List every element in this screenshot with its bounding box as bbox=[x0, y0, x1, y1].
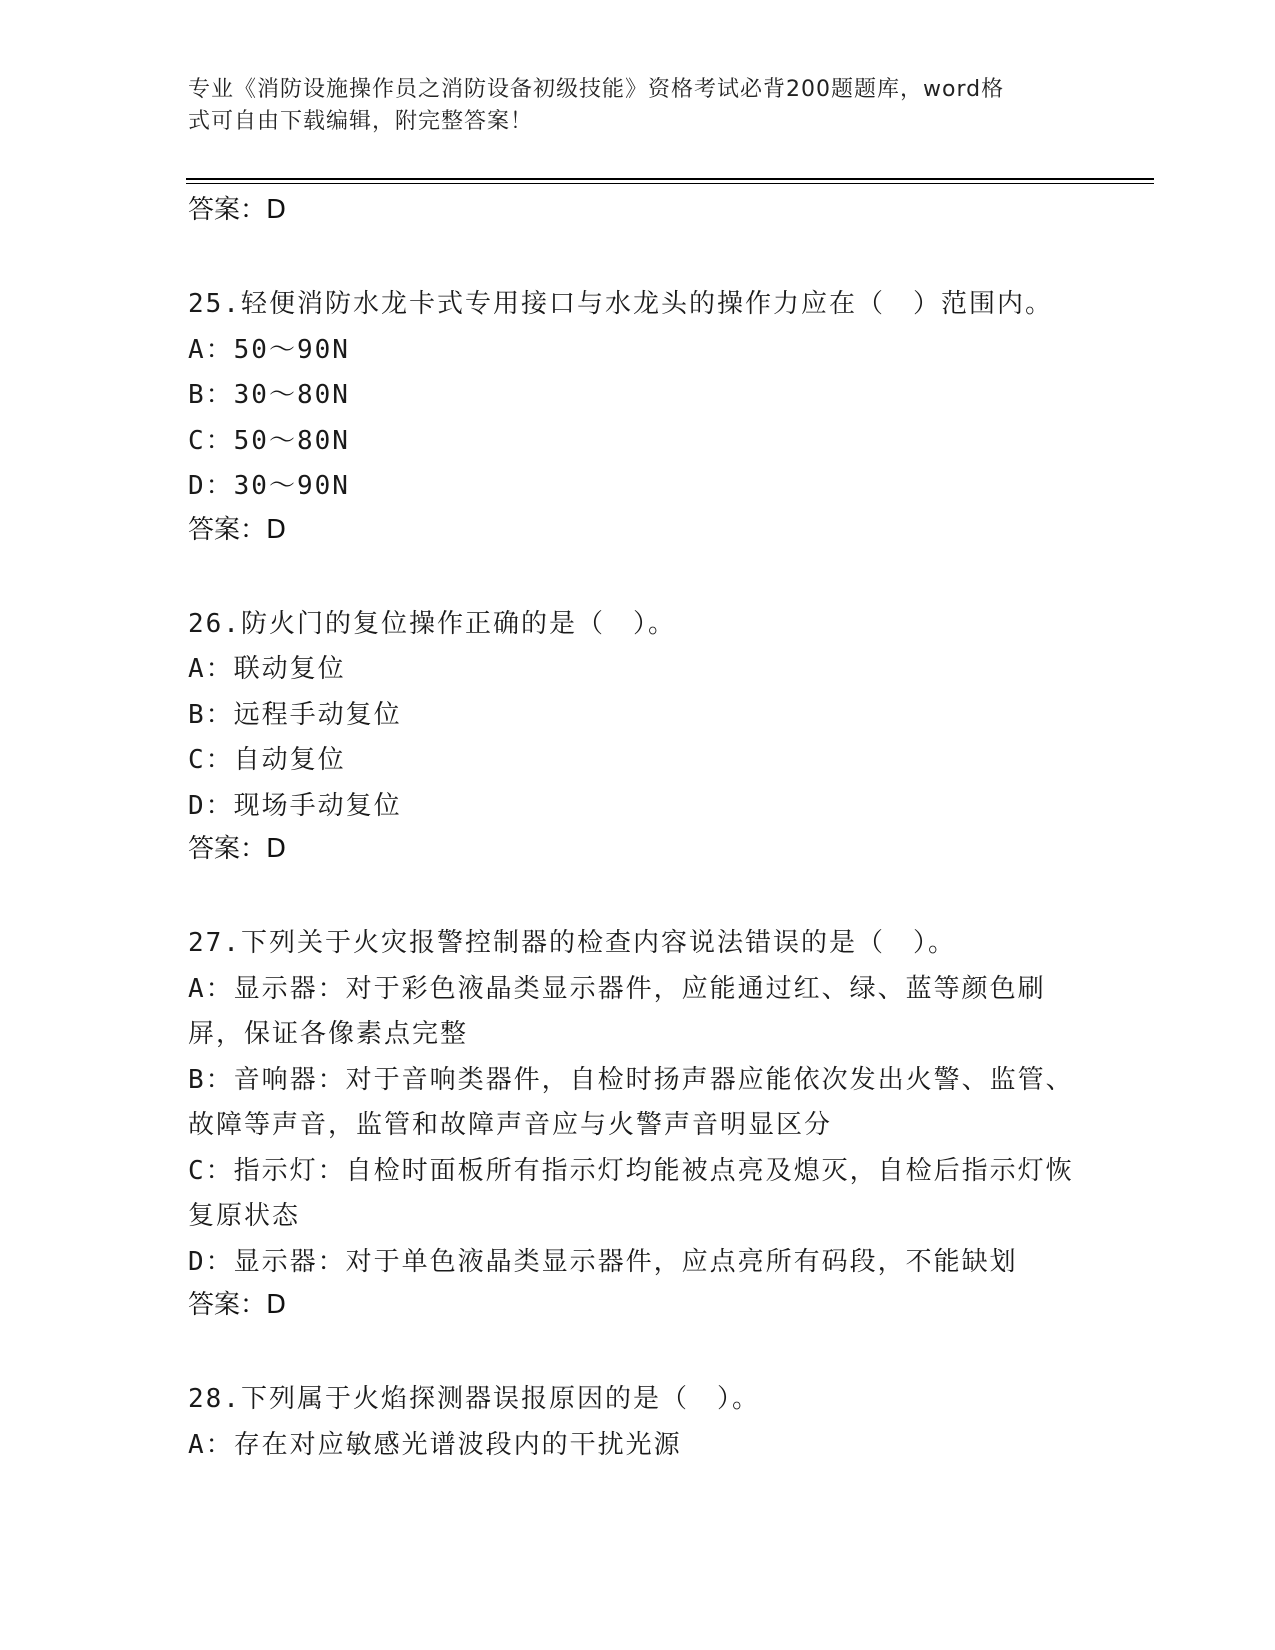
spacer bbox=[188, 230, 1088, 282]
answer-line: 答案：D bbox=[188, 514, 287, 545]
option-b: B：30～80N bbox=[188, 380, 350, 410]
question-stem: 28.下列属于火焰探测器误报原因的是（ ）。 bbox=[188, 1384, 760, 1414]
spacer bbox=[188, 869, 1088, 921]
option-a: A：显示器：对于彩色液晶类显示器件，应能通过红、绿、蓝等颜色刷屏，保证各像素点完整 bbox=[188, 973, 1046, 1049]
option-d: D：显示器：对于单色液晶类显示器件，应点亮所有码段，不能缺划 bbox=[188, 1246, 1018, 1277]
question-stem: 26.防火门的复位操作正确的是（ ）。 bbox=[188, 608, 676, 639]
option-d: D：现场手动复位 bbox=[188, 790, 402, 821]
question-list bbox=[188, 190, 1088, 1468]
page-header bbox=[188, 74, 1068, 138]
header-line-2: 式可自由下载编辑，附完整答案！ bbox=[188, 109, 534, 134]
option-a: A：50～90N bbox=[188, 334, 350, 365]
spacer bbox=[188, 550, 1088, 602]
header-line-1: 专业《消防设施操作员之消防设备初级技能》资格考试必背200题题库，word格 bbox=[188, 77, 1005, 102]
answer-line: 答案：D bbox=[188, 834, 287, 864]
header-divider-thick bbox=[186, 178, 1154, 180]
question-stem: 27.下列关于火灾报警控制器的检查内容说法错误的是（ ）。 bbox=[188, 928, 956, 958]
option-b: B：远程手动复位 bbox=[188, 699, 402, 730]
spacer bbox=[188, 1325, 1088, 1377]
header-divider-thin bbox=[186, 183, 1154, 184]
answer-line: 答案：D bbox=[188, 1290, 287, 1320]
option-d: D：30～90N bbox=[188, 471, 350, 501]
option-a: A：联动复位 bbox=[188, 654, 346, 684]
option-c: C：自动复位 bbox=[188, 745, 346, 775]
option-b: B：音响器：对于音响类器件，自检时扬声器应能依次发出火警、监管、故障等声音，监管和故障声音应与火警声音明显区分 bbox=[188, 1064, 1074, 1140]
answer-line: 答案：D bbox=[188, 195, 287, 225]
option-a: A：存在对应敏感光谱波段内的干扰光源 bbox=[188, 1429, 682, 1460]
option-c: C：指示灯：自检时面板所有指示灯均能被点亮及熄灭，自检后指示灯恢复原状态 bbox=[188, 1155, 1074, 1231]
option-c: C：50～80N bbox=[188, 425, 350, 456]
question-stem: 25.轻便消防水龙卡式专用接口与水龙头的操作力应在（ ）范围内。 bbox=[188, 289, 1053, 319]
